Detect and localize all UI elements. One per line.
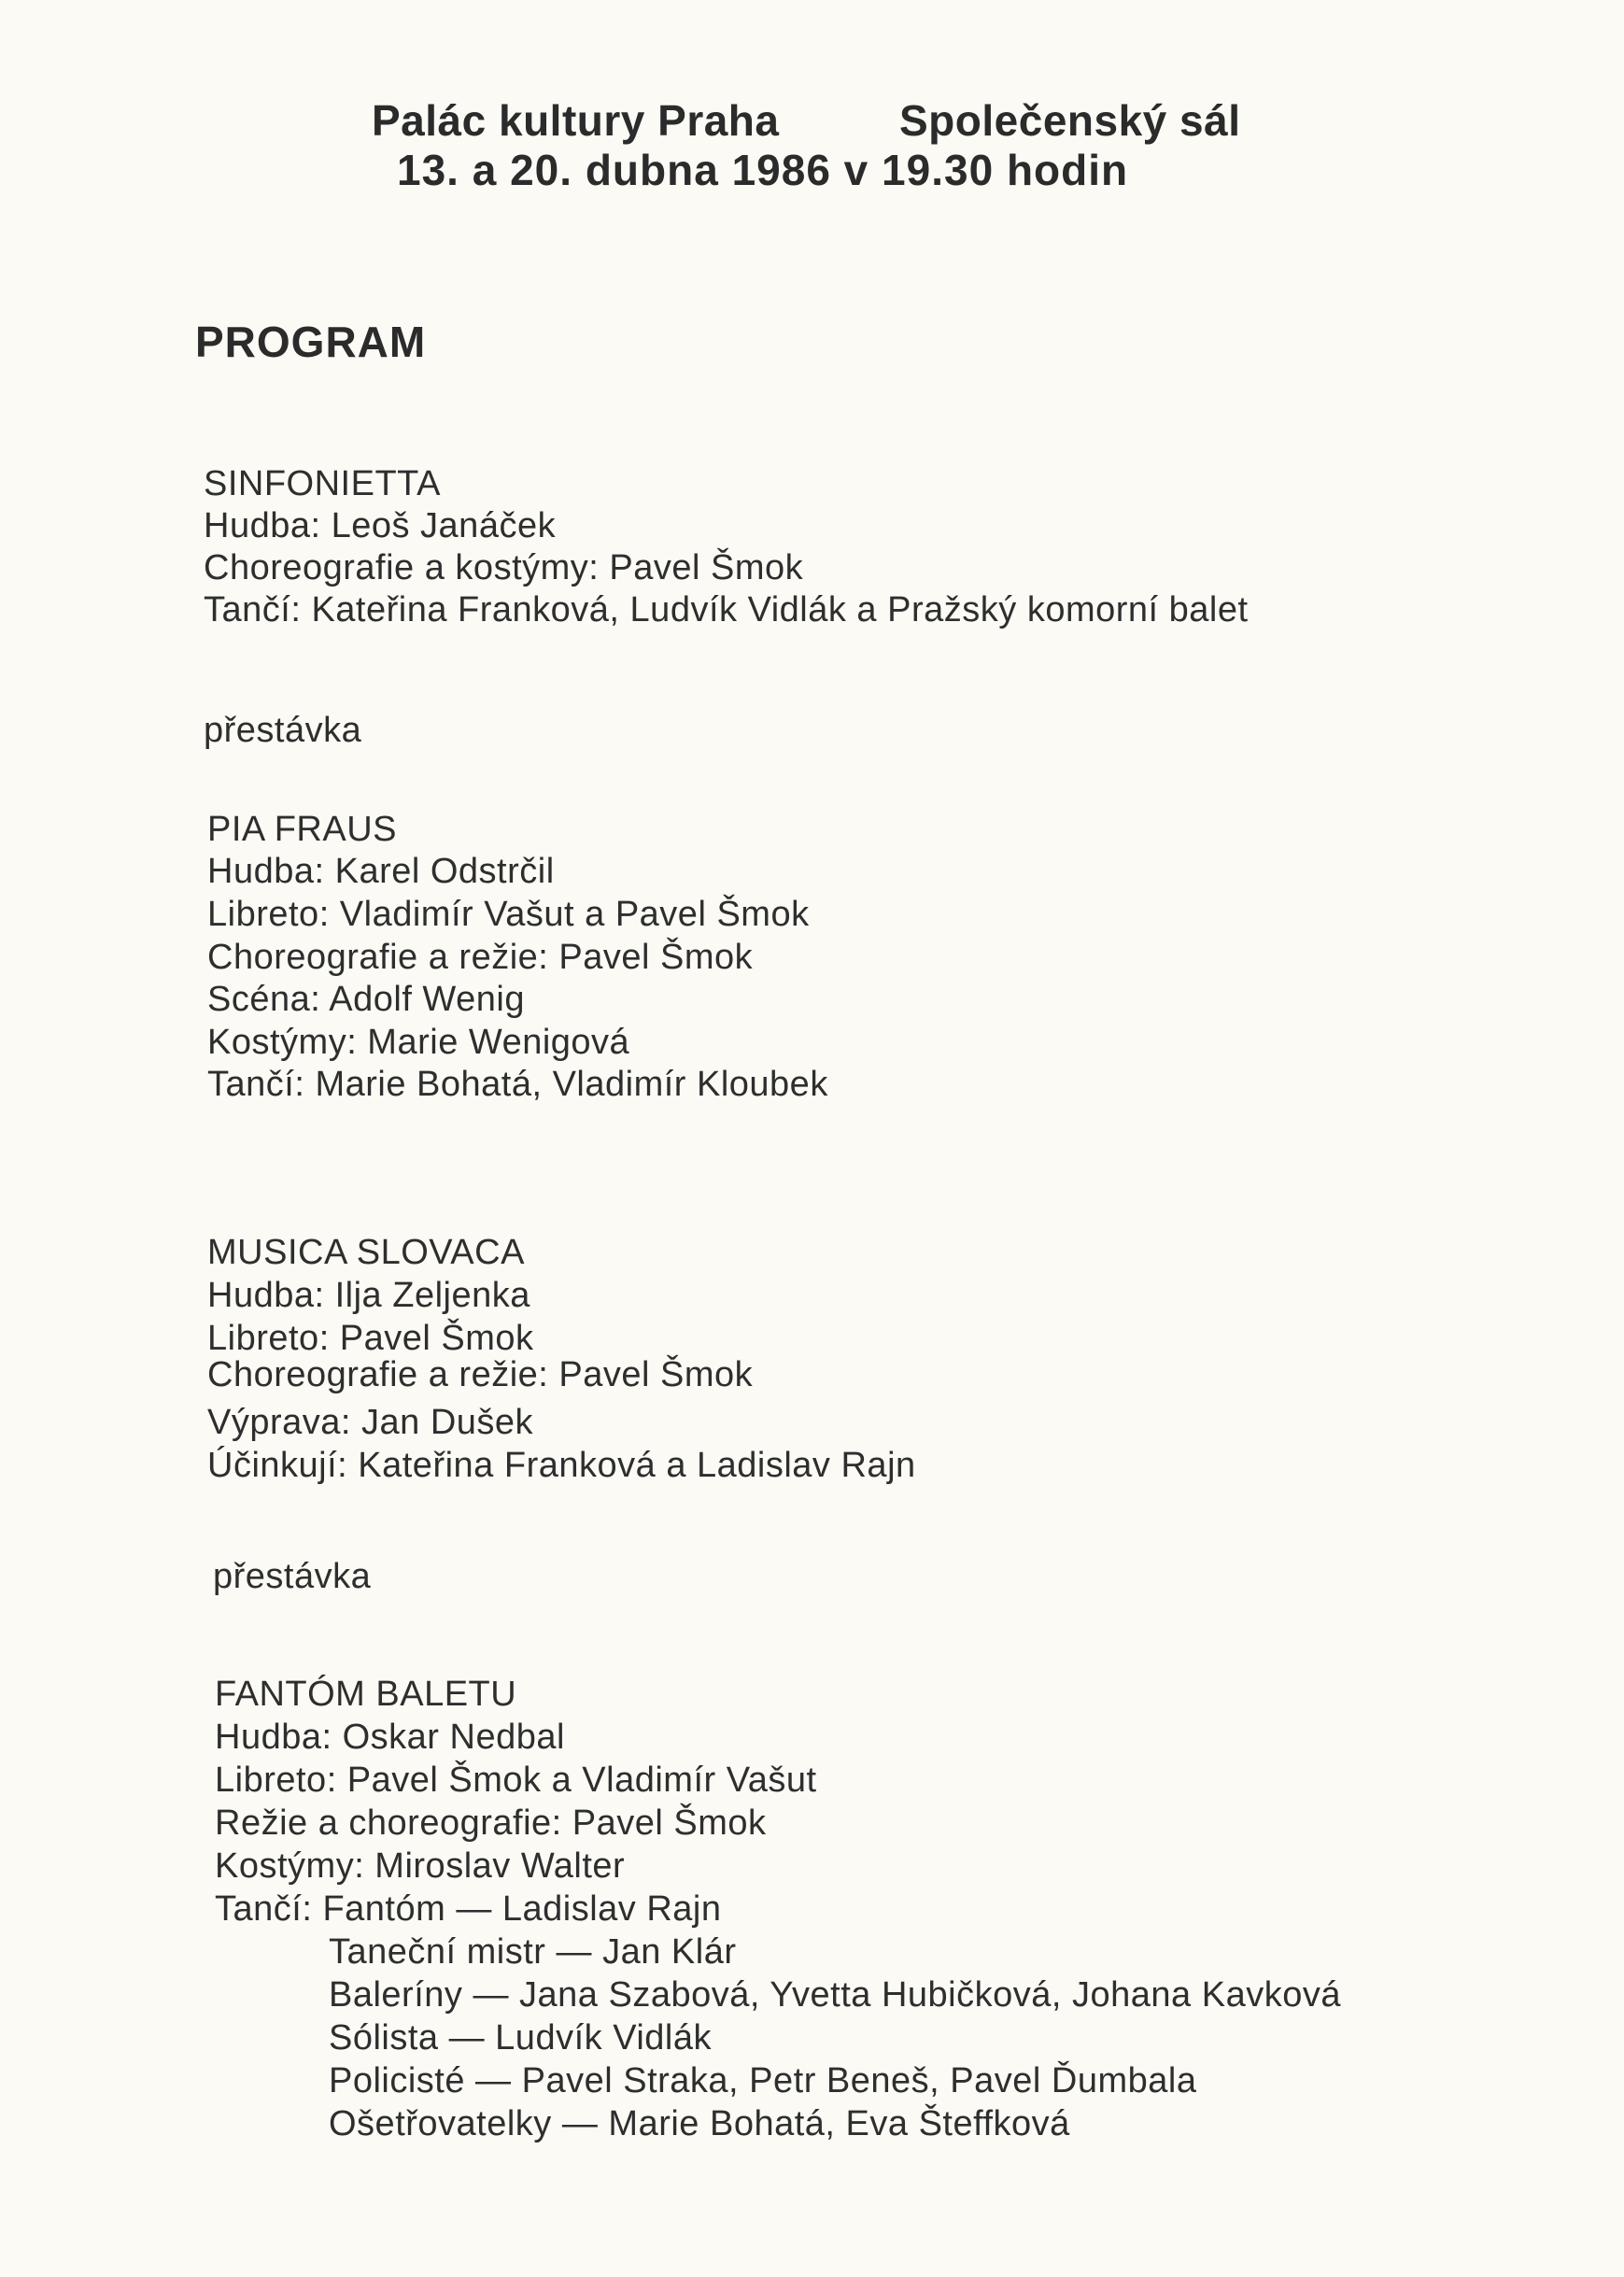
performance-dates: 13. a 20. dubna 1986 v 19.30 hodin [397, 146, 1129, 194]
credit-line: Choreografie a kostýmy: Pavel Šmok [204, 548, 804, 587]
credit-line: Kostýmy: Miroslav Walter [215, 1846, 626, 1886]
credit-line: Choreografie a režie: Pavel Šmok [207, 938, 754, 977]
credit-line: Výprava: Jan Dušek [207, 1403, 534, 1442]
credit-line: Účinkují: Kateřina Franková a Ladislav Rajn [207, 1446, 916, 1485]
credit-line: Libreto: Pavel Šmok [207, 1319, 534, 1358]
credit-line: Hudba: Karel Odstrčil [207, 852, 555, 891]
piece-title-fantom-baletu: FANTÓM BALETU [215, 1675, 517, 1714]
credit-line: Tančí: Marie Bohatá, Vladimír Kloubek [207, 1065, 828, 1104]
credit-line: Hudba: Ilja Zeljenka [207, 1276, 530, 1315]
cast-line: Baleríny — Jana Szabová, Yvetta Hubičková, Johana Kavková [329, 1975, 1341, 2015]
cast-line: Sólista — Ludvík Vidlák [329, 2018, 712, 2058]
intermission-2: přestávka [213, 1557, 372, 1596]
hall-name: Společenský sál [899, 96, 1241, 145]
credit-line: Scéna: Adolf Wenig [207, 980, 525, 1019]
venue-name: Palác kultury Praha [372, 96, 780, 145]
credit-line: Choreografie a režie: Pavel Šmok [207, 1355, 754, 1394]
cast-line: Taneční mistr — Jan Klár [329, 1932, 737, 1972]
cast-line: Ošetřovatelky — Marie Bohatá, Eva Šteffková [329, 2104, 1070, 2143]
program-title: PROGRAM [195, 318, 427, 366]
intermission-1: přestávka [204, 711, 362, 750]
cast-line: Policisté — Pavel Straka, Petr Beneš, Pavel Ďumbala [329, 2061, 1197, 2100]
credit-line: Tančí: Kateřina Franková, Ludvík Vidlák a Pražský komorní balet [204, 590, 1249, 629]
credit-line: Kostýmy: Marie Wenigová [207, 1023, 630, 1062]
piece-title-musica-slovaca: MUSICA SLOVACA [207, 1233, 525, 1272]
credit-line: Tančí: Fantóm — Ladislav Rajn [215, 1889, 722, 1929]
piece-title-sinfonietta: SINFONIETTA [204, 464, 441, 503]
credit-line: Libreto: Vladimír Vašut a Pavel Šmok [207, 895, 810, 934]
credit-line: Režie a choreografie: Pavel Šmok [215, 1803, 767, 1843]
piece-title-pia-fraus: PIA FRAUS [207, 810, 397, 849]
credit-line: Hudba: Leoš Janáček [204, 506, 557, 545]
credit-line: Hudba: Oskar Nedbal [215, 1718, 565, 1757]
credit-line: Libreto: Pavel Šmok a Vladimír Vašut [215, 1761, 817, 1800]
